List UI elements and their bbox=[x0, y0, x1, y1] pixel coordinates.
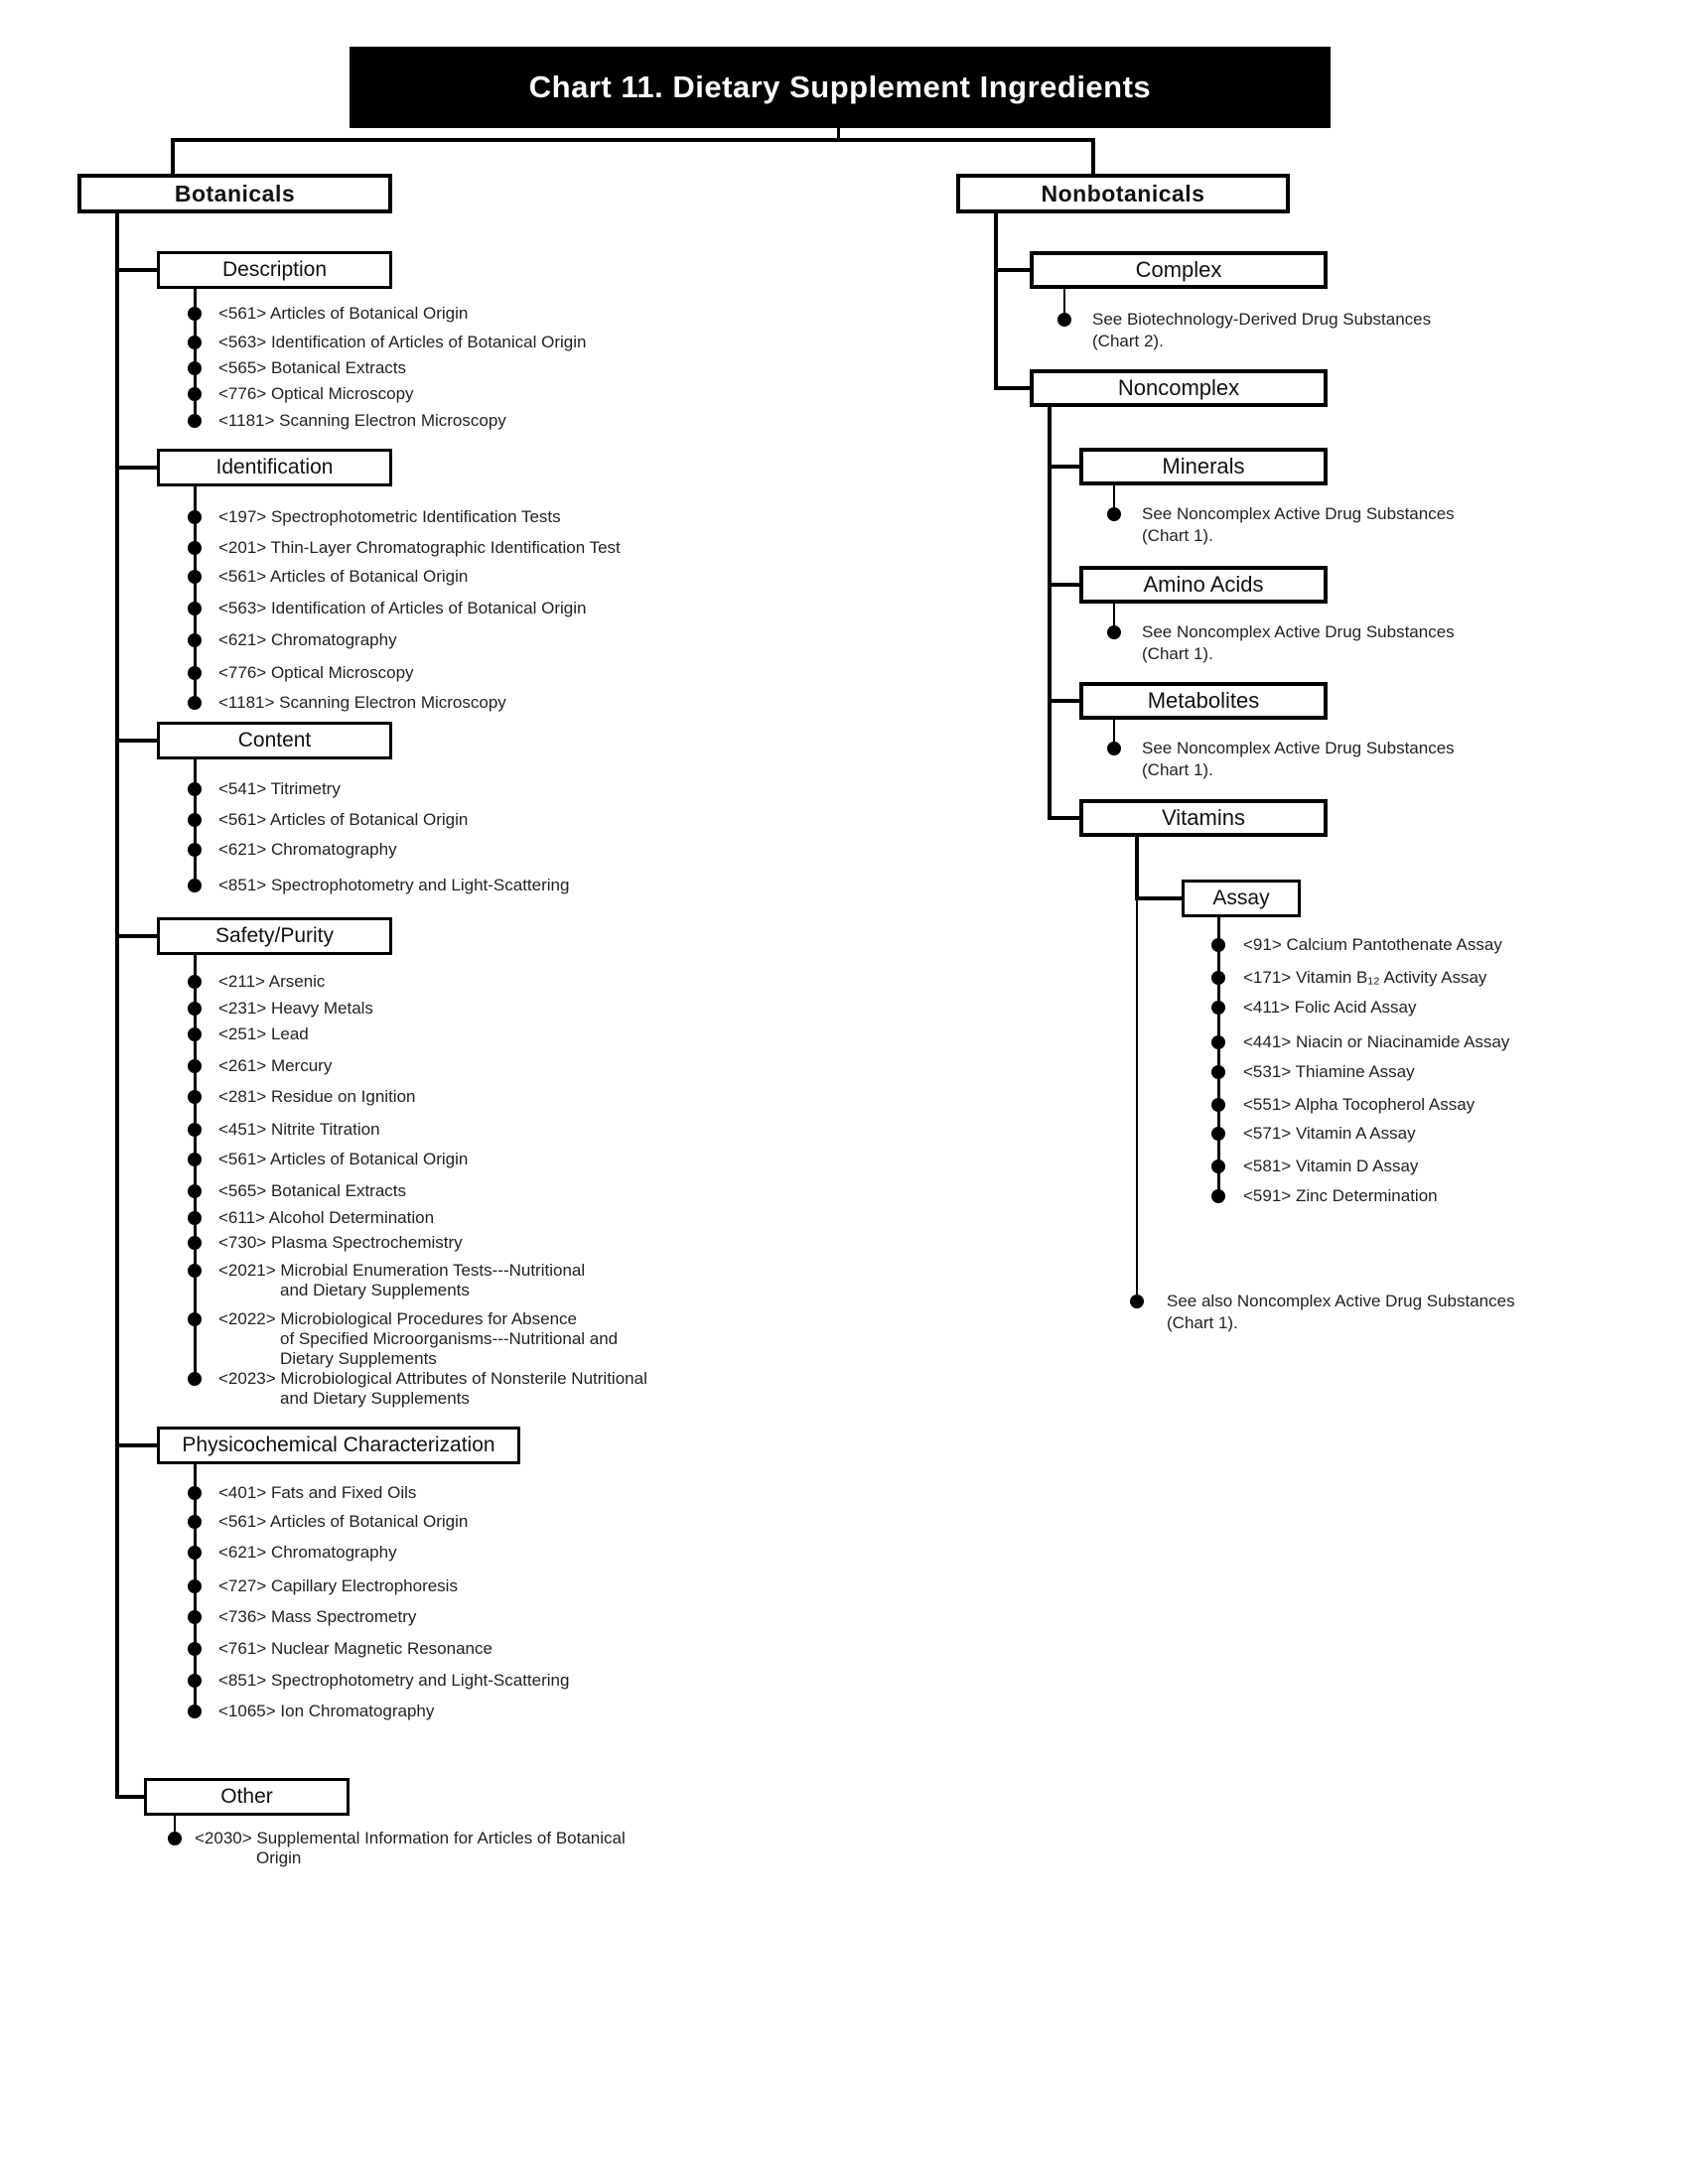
chapter-item: <197> Spectrophotometric Identification Tests bbox=[218, 507, 561, 526]
section-box-noncomplex: Noncomplex bbox=[1030, 369, 1328, 407]
section-box-content: Content bbox=[157, 722, 392, 759]
bullet-icon bbox=[188, 1153, 202, 1166]
bullet-icon bbox=[1211, 1189, 1225, 1203]
elbow-line bbox=[994, 268, 1030, 272]
bullet-icon bbox=[188, 387, 202, 401]
chapter-item: <561> Articles of Botanical Origin bbox=[218, 567, 469, 586]
bullet-icon bbox=[188, 879, 202, 892]
bullet-icon bbox=[1107, 742, 1121, 755]
section-box-complex: Complex bbox=[1030, 251, 1328, 289]
bullet-icon bbox=[188, 1123, 202, 1137]
bullet-icon bbox=[188, 1027, 202, 1041]
chart-title: Chart 11. Dietary Supplement Ingredients bbox=[350, 47, 1331, 128]
chapter-item: <621> Chromatography bbox=[218, 840, 397, 859]
elbow-line bbox=[115, 466, 157, 470]
chapter-item: <281> Residue on Ignition bbox=[218, 1087, 416, 1106]
bullet-icon bbox=[1211, 1098, 1225, 1112]
chapter-item: <261> Mercury bbox=[218, 1056, 333, 1075]
elbow-line bbox=[1048, 816, 1079, 820]
elbow-line bbox=[1048, 465, 1079, 469]
bullet-icon bbox=[188, 1705, 202, 1718]
chapter-item: <591> Zinc Determination bbox=[1243, 1186, 1438, 1205]
chapter-item: <561> Articles of Botanical Origin bbox=[218, 1512, 469, 1531]
section-box-minerals: Minerals bbox=[1079, 448, 1328, 485]
chapter-item: <776> Optical Microscopy bbox=[218, 663, 414, 682]
chapter-item: <211> Arsenic bbox=[218, 972, 326, 991]
chapter-item: <551> Alpha Tocopherol Assay bbox=[1243, 1095, 1476, 1114]
bullet-icon bbox=[188, 1486, 202, 1500]
section-box-metabolites: Metabolites bbox=[1079, 682, 1328, 720]
elbow-line bbox=[115, 1795, 144, 1799]
bullet-icon bbox=[188, 1546, 202, 1560]
bullet-icon bbox=[1211, 938, 1225, 952]
root-split-line bbox=[171, 138, 1095, 142]
chapter-item: <1181> Scanning Electron Microscopy bbox=[218, 693, 506, 712]
chapter-item: <571> Vitamin A Assay bbox=[1243, 1124, 1416, 1143]
botanicals-trunk-line bbox=[115, 213, 119, 1799]
chapter-item: <565> Botanical Extracts bbox=[218, 358, 407, 377]
chapter-item: <451> Nitrite Titration bbox=[218, 1120, 380, 1139]
bullet-icon bbox=[188, 1002, 202, 1016]
chapter-item: <736> Mass Spectrometry bbox=[218, 1607, 417, 1626]
chapter-item: <581> Vitamin D Assay bbox=[1243, 1157, 1419, 1175]
chapter-item: <761> Nuclear Magnetic Resonance bbox=[218, 1639, 492, 1658]
bullet-icon bbox=[1107, 625, 1121, 639]
chapter-item: <441> Niacin or Niacinamide Assay bbox=[1243, 1032, 1510, 1051]
elbow-line bbox=[1048, 583, 1079, 587]
chapter-item: <561> Articles of Botanical Origin bbox=[218, 810, 469, 829]
chapter-item: <621> Chromatography bbox=[218, 630, 397, 649]
bullet-icon bbox=[188, 1674, 202, 1688]
bullet-icon bbox=[188, 666, 202, 680]
vitamins-trunk-line bbox=[1135, 837, 1139, 900]
reference-note: See Noncomplex Active Drug Substances (Chart 1). bbox=[1142, 739, 1455, 779]
chapter-item: <401> Fats and Fixed Oils bbox=[218, 1483, 417, 1502]
botanicals-drop-line bbox=[171, 138, 175, 175]
chapter-item: <201> Thin-Layer Chromatographic Identification Test bbox=[218, 538, 621, 557]
bullet-icon bbox=[188, 1264, 202, 1278]
section-box-safety-purity: Safety/Purity bbox=[157, 917, 392, 955]
section-box-physicochemical-characterization: Physicochemical Characterization bbox=[157, 1427, 520, 1464]
bullet-icon bbox=[1211, 1065, 1225, 1079]
bullet-stem-line bbox=[1113, 718, 1115, 744]
bullet-icon bbox=[188, 843, 202, 857]
chapter-item: <1065> Ion Chromatography bbox=[218, 1702, 435, 1720]
noncomplex-trunk-line bbox=[1048, 407, 1052, 820]
reference-note: See Noncomplex Active Drug Substances (Chart 1). bbox=[1142, 622, 1455, 663]
bullet-icon bbox=[188, 1236, 202, 1250]
chapter-item: <531> Thiamine Assay bbox=[1243, 1062, 1415, 1081]
chapter-item: <171> Vitamin B₁₂ Activity Assay bbox=[1243, 968, 1487, 987]
bullet-stem-line bbox=[1113, 602, 1115, 627]
reference-note: See Biotechnology-Derived Drug Substances (Chart 2). bbox=[1092, 310, 1432, 350]
bullet-icon bbox=[188, 570, 202, 584]
bullet-icon bbox=[1211, 1127, 1225, 1141]
bullet-icon bbox=[188, 307, 202, 321]
chapter-item: <1181> Scanning Electron Microscopy bbox=[218, 411, 506, 430]
bullet-icon bbox=[188, 510, 202, 524]
elbow-line bbox=[115, 268, 157, 272]
bullet-icon bbox=[188, 813, 202, 827]
reference-note: See Noncomplex Active Drug Substances (Chart 1). bbox=[1142, 504, 1455, 545]
chapter-item: <776> Optical Microscopy bbox=[218, 384, 414, 403]
chapter-item: <851> Spectrophotometry and Light-Scattering bbox=[218, 876, 570, 894]
chapter-item: <91> Calcium Pantothenate Assay bbox=[1243, 935, 1502, 954]
chapter-item: <727> Capillary Electrophoresis bbox=[218, 1576, 458, 1595]
chapter-item: <2021> Microbial Enumeration Tests---Nutritional and Dietary Supplements bbox=[218, 1261, 586, 1299]
bullet-icon bbox=[188, 1642, 202, 1656]
bullet-icon bbox=[188, 1090, 202, 1104]
chapter-item: <2022> Microbiological Procedures for Absence of Specified Microorganisms---Nutritional and Dietary Supplements bbox=[218, 1309, 619, 1368]
bullet-icon bbox=[188, 336, 202, 349]
chapter-item: <561> Articles of Botanical Origin bbox=[218, 1150, 469, 1168]
bullet-icon bbox=[188, 1184, 202, 1198]
chapter-item: <231> Heavy Metals bbox=[218, 999, 373, 1018]
section-box-other: Other bbox=[144, 1778, 350, 1816]
reference-note: See also Noncomplex Active Drug Substances (Chart 1). bbox=[1167, 1292, 1515, 1332]
elbow-line bbox=[115, 739, 157, 743]
bullet-icon bbox=[188, 1610, 202, 1624]
chapter-item: <851> Spectrophotometry and Light-Scattering bbox=[218, 1671, 570, 1690]
bullet-icon bbox=[1211, 971, 1225, 985]
chapter-item: <2023> Microbiological Attributes of Nonsterile Nutritional and Dietary Supplements bbox=[218, 1369, 647, 1408]
chapter-item: <561> Articles of Botanical Origin bbox=[218, 304, 469, 323]
bullet-icon bbox=[188, 602, 202, 615]
bullet-stem-line bbox=[1113, 483, 1115, 509]
bullet-icon bbox=[1211, 1160, 1225, 1173]
bullet-icon bbox=[188, 1372, 202, 1386]
bullet-icon bbox=[1211, 1035, 1225, 1049]
elbow-line bbox=[115, 1443, 157, 1447]
bullet-icon bbox=[168, 1832, 182, 1845]
chapter-item: <563> Identification of Articles of Botanical Origin bbox=[218, 599, 587, 617]
bullet-icon bbox=[188, 1059, 202, 1073]
bullet-icon bbox=[1130, 1295, 1144, 1308]
bullet-icon bbox=[188, 1312, 202, 1326]
chapter-item: <411> Folic Acid Assay bbox=[1243, 998, 1417, 1017]
chapter-item: <565> Botanical Extracts bbox=[218, 1181, 407, 1200]
chapter-item: <621> Chromatography bbox=[218, 1543, 397, 1562]
elbow-line bbox=[1048, 699, 1079, 703]
nonbotanicals-drop-line bbox=[1091, 138, 1095, 175]
assay-stem-line bbox=[1217, 915, 1220, 1198]
bullet-icon bbox=[1211, 1001, 1225, 1015]
branch-box-botanicals: Botanicals bbox=[77, 174, 392, 213]
bullet-icon bbox=[188, 1515, 202, 1529]
branch-box-nonbotanicals: Nonbotanicals bbox=[956, 174, 1290, 213]
elbow-line bbox=[1135, 896, 1182, 900]
section-box-description: Description bbox=[157, 251, 392, 289]
bullet-icon bbox=[188, 975, 202, 989]
vitamins-stem-line bbox=[1136, 898, 1138, 1300]
bullet-icon bbox=[188, 1211, 202, 1225]
chapter-item: <563> Identification of Articles of Botanical Origin bbox=[218, 333, 587, 351]
section-box-assay: Assay bbox=[1182, 880, 1301, 917]
bullet-icon bbox=[188, 541, 202, 555]
bullet-icon bbox=[188, 782, 202, 796]
nonbotanicals-trunk-line bbox=[994, 213, 998, 390]
section-box-vitamins: Vitamins bbox=[1079, 799, 1328, 837]
bullet-icon bbox=[188, 633, 202, 647]
chapter-item: <541> Titrimetry bbox=[218, 779, 341, 798]
bullet-icon bbox=[1107, 507, 1121, 521]
chapter-item: <730> Plasma Spectrochemistry bbox=[218, 1233, 463, 1252]
chapter-item: <251> Lead bbox=[218, 1024, 309, 1043]
bullet-icon bbox=[1057, 313, 1071, 327]
chapter-item: <611> Alcohol Determination bbox=[218, 1208, 435, 1227]
bullet-icon bbox=[188, 414, 202, 428]
section-box-amino-acids: Amino Acids bbox=[1079, 566, 1328, 604]
section-box-identification: Identification bbox=[157, 449, 392, 486]
bullet-icon bbox=[188, 1579, 202, 1593]
bullet-icon bbox=[188, 361, 202, 375]
elbow-line bbox=[994, 386, 1030, 390]
bullet-icon bbox=[188, 696, 202, 710]
chapter-item: <2030> Supplemental Information for Articles of Botanical Origin bbox=[195, 1829, 626, 1867]
elbow-line bbox=[115, 934, 157, 938]
bullet-stem-line bbox=[1063, 289, 1065, 315]
